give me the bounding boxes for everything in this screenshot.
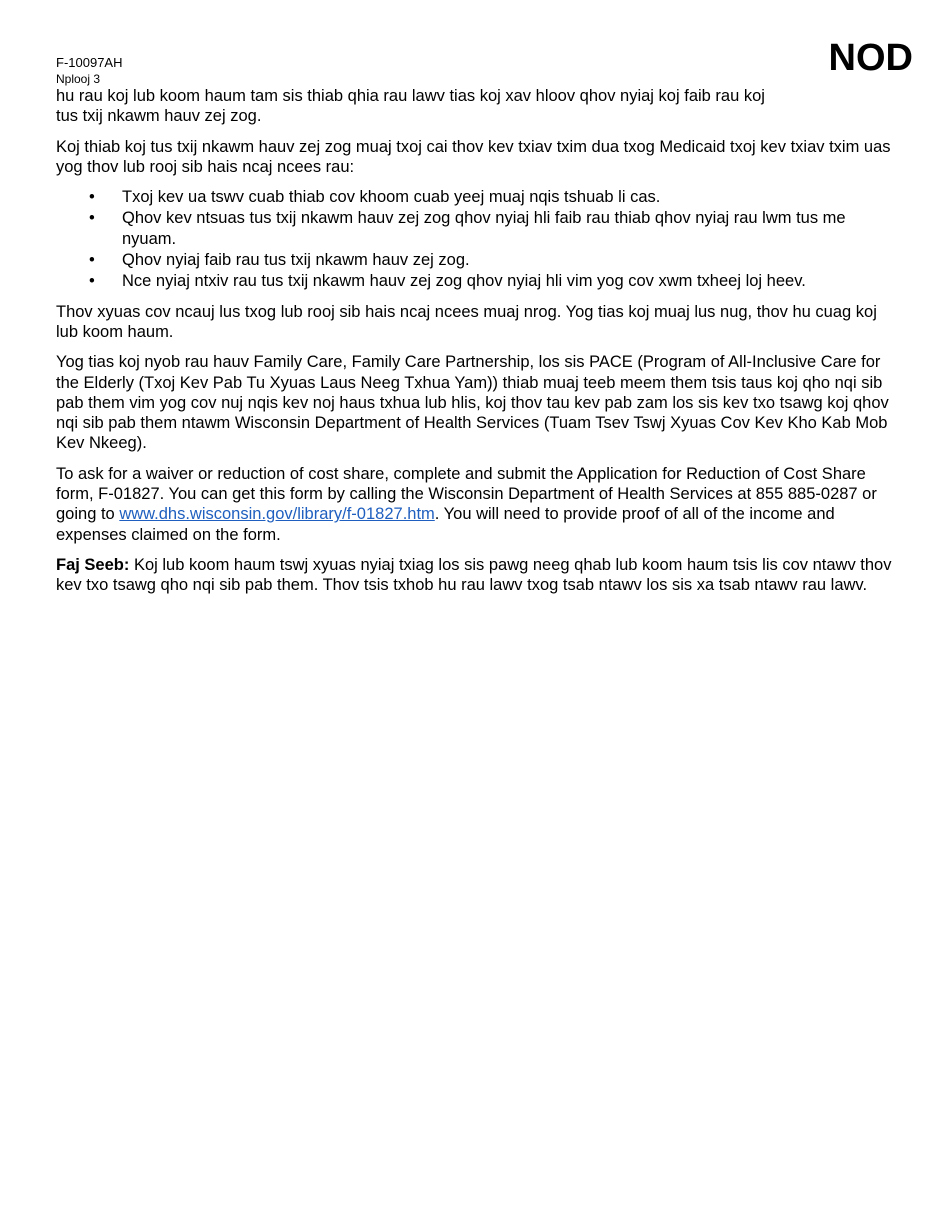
rights-list xyxy=(56,187,896,291)
list-item xyxy=(56,187,896,207)
list-item-text: Nce nyiaj ntxiv rau tus txij nkawm hauv zej zog qhov nyiaj hli vim yog cov xwm txheej loj heev. xyxy=(122,272,806,291)
waiver-text-before: To ask for a waiver or reduction of cost share, complete and submit the Application for Reduction of Cost Share form, F-01827. You can get this form by calling the Wisconsin Department of Health Services at 855 885-0287 or going to xyxy=(56,464,877,524)
list-item xyxy=(56,271,896,291)
waiver-paragraph xyxy=(56,464,896,545)
list-item-text: Qhov nyiaj faib rau tus txij nkawm hauv zej zog. xyxy=(122,251,470,270)
continuation-paragraph: hu rau koj lub koom haum tam sis thiab qhia rau lawv tias koj xav hloov qhov nyiaj koj faib rau koj tus txij nkawm hauv zej zog. xyxy=(56,87,765,126)
form-id: F-10097AH xyxy=(56,55,123,70)
page-number: Nplooj 3 xyxy=(56,72,101,86)
document-body xyxy=(56,86,896,606)
list-item-text: Qhov kev ntsuas tus txij nkawm hauv zej zog qhov nyiaj hli faib rau thiab qhov nyiaj rau lwm tus me nyuam. xyxy=(122,209,846,248)
note-label: Faj Seeb: xyxy=(56,555,130,574)
form-link[interactable]: www.dhs.wisconsin.gov/library/f-01827.htm xyxy=(119,505,435,524)
waiver-text-after: . You will need to provide proof of all of the income and expenses claimed on the form. xyxy=(56,505,835,544)
list-item xyxy=(56,250,896,270)
rights-paragraph: Koj thiab koj tus txij nkawm hauv zej zog muaj txoj cai thov kev txiav txim dua txog Medicaid txoj kev txiav txim uas yog thov lub rooj sib hais ncaj ncees rau: xyxy=(56,137,891,176)
document-code: NOD xyxy=(828,37,913,79)
bullet-icon: • xyxy=(89,188,95,207)
list-item xyxy=(56,208,896,249)
bullet-icon: • xyxy=(89,209,95,228)
bullet-icon: • xyxy=(89,251,95,270)
family-care-paragraph: Yog tias koj nyob rau hauv Family Care, Family Care Partnership, los sis PACE (Program of All-Inclusive Care for the Elderly (Txoj Kev Pab Tu Xyuas Laus Neeg Txhua Yam)) thiab muaj teeb meem them tsis taus koj qho nqi sib pab them vim yog cov nuj nqis kev noj haus txhua lub hlis, koj thov tau kev pab zam los sis kev txo tsawg koj qhov nqi sib pab them ntawm Wisconsin Department of Health Services (Tuam Tsev Tswj Xyuas Cov Kev Kho Kab Mob Kev Nkeeg). xyxy=(56,353,889,453)
bullet-icon: • xyxy=(89,272,95,291)
hearing-info-paragraph: Thov xyuas cov ncauj lus txog lub rooj sib hais ncaj ncees muaj nrog. Yog tias koj muaj lus nug, thov hu cuag koj lub koom haum. xyxy=(56,302,877,341)
list-item-text: Txoj kev ua tswv cuab thiab cov khoom cuab yeej muaj nqis tshuab li cas. xyxy=(122,188,661,207)
note-paragraph xyxy=(56,555,896,596)
note-text: Koj lub koom haum tswj xyuas nyiaj txiag los sis pawg neeg qhab lub koom haum tsis lis cov ntawv thov kev txo tsawg qho nqi sib pab them. Thov tsis txhob hu rau lawv txog tsab ntawv los sis xa tsab ntawv rau lawv. xyxy=(56,555,892,595)
